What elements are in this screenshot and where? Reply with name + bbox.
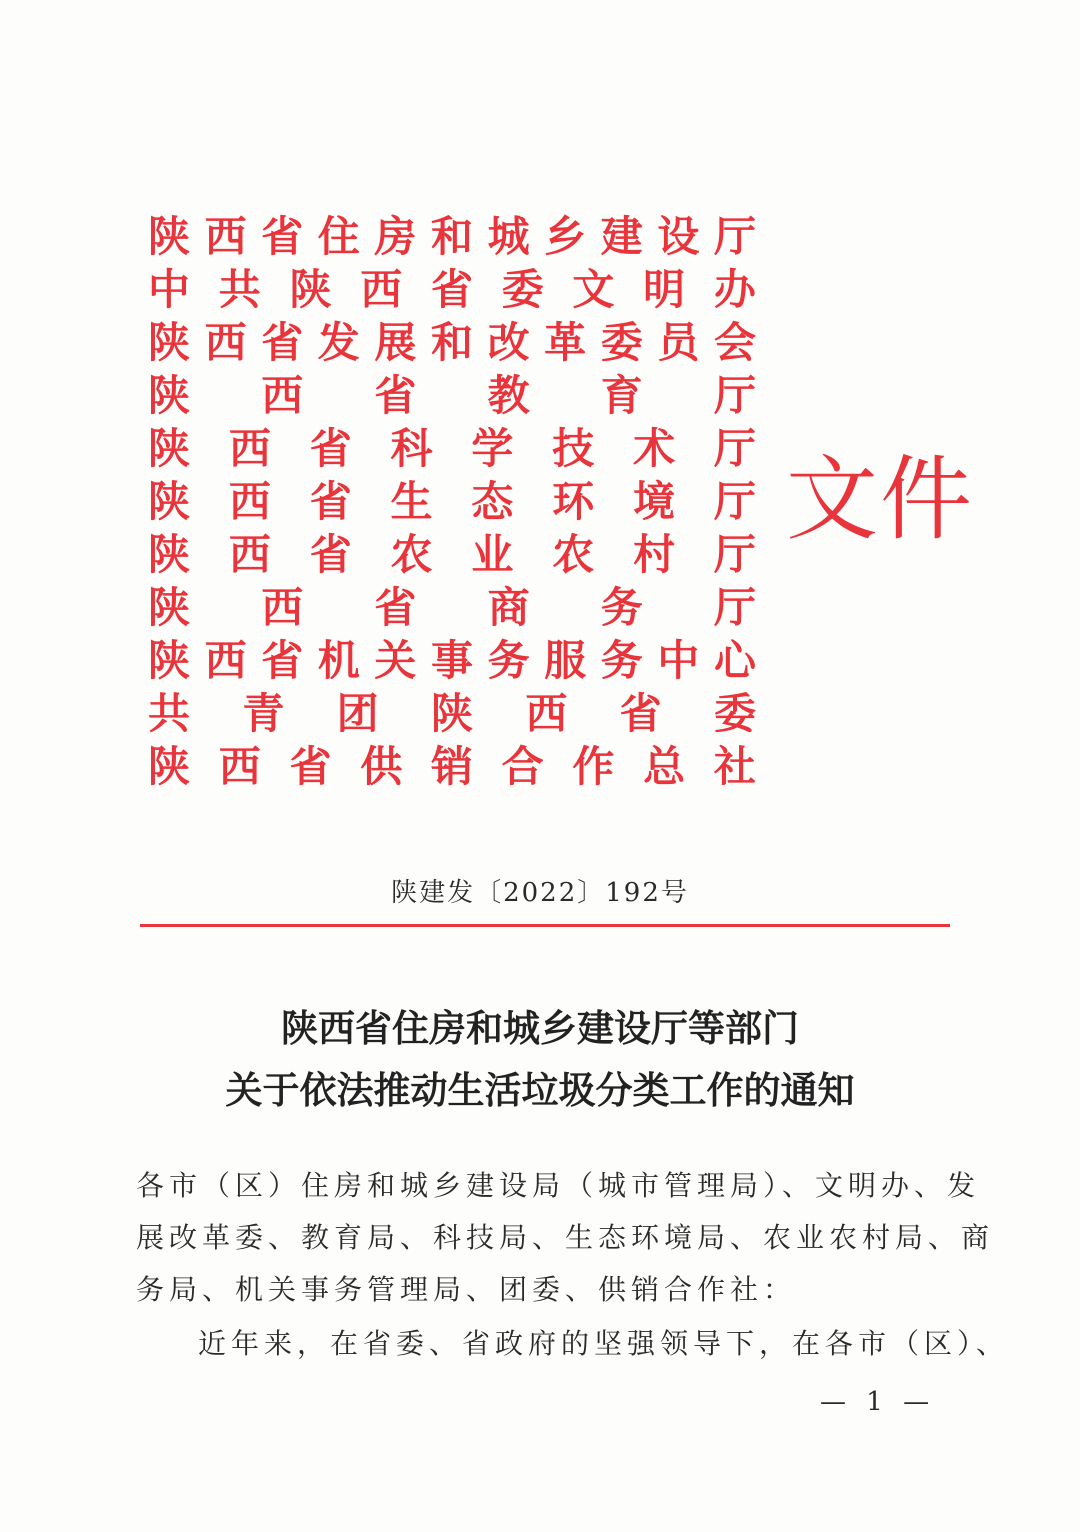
issuer-line [148,687,756,740]
issuer-line [148,475,756,528]
issuer-char: 陕 [148,530,191,579]
issuer-char: 西 [261,371,304,420]
issuer-char: 环 [552,477,595,526]
issuer-char: 革 [544,318,587,367]
issuer-line [148,581,756,634]
issuer-char: 陕 [148,742,191,791]
issuer-char: 西 [204,318,247,367]
issuer-char: 机 [317,636,360,685]
issuer-char: 共 [218,265,261,314]
issuer-line [148,210,756,263]
issuer-char: 陕 [289,265,332,314]
issuer-char: 科 [390,424,433,473]
issuer-char: 心 [713,636,756,685]
issuer-line [148,528,756,581]
page-number: — 1 — [820,1387,936,1417]
issuer-char: 西 [360,265,403,314]
issuer-char: 委 [501,265,544,314]
issuer-char: 省 [374,371,417,420]
issuer-char: 西 [228,424,271,473]
issuer-char: 省 [309,530,352,579]
issuer-char: 技 [552,424,595,473]
issuer-char: 育 [600,371,643,420]
issuer-char: 住 [317,212,360,261]
issuer-char: 陕 [148,371,191,420]
issuer-char: 供 [360,742,403,791]
issuer-char: 团 [336,689,379,738]
issuer-char: 展 [374,318,417,367]
issuer-char: 西 [204,212,247,261]
issuer-char: 态 [471,477,514,526]
issuer-line [148,316,756,369]
issuer-char: 会 [713,318,756,367]
issuer-char: 发 [317,318,360,367]
issuer-char: 境 [633,477,676,526]
issuer-char: 务 [600,636,643,685]
issuer-list [148,210,756,793]
issuer-char: 和 [430,212,473,261]
issuer-char: 陕 [430,689,473,738]
issuer-char: 省 [430,265,473,314]
issuer-char: 西 [261,583,304,632]
issuer-char: 城 [487,212,530,261]
issuer-char: 业 [471,530,514,579]
issuer-char: 厅 [713,477,756,526]
issuer-char: 生 [390,477,433,526]
issuer-char: 农 [390,530,433,579]
issuer-char: 厅 [713,371,756,420]
issuer-char: 务 [487,636,530,685]
issuer-char: 务 [600,583,643,632]
issuer-char: 商 [487,583,530,632]
issuer-char: 西 [204,636,247,685]
issuer-char: 关 [374,636,417,685]
issuer-char: 村 [633,530,676,579]
issuer-char: 委 [713,689,756,738]
body-text-line: 近年来，在省委、省政府的坚强领导下，在各市（区）、 [198,1327,1010,1360]
issuer-line [148,422,756,475]
issuer-char: 省 [374,583,417,632]
body-text-line: 务局、机关事务管理局、团委、供销合作社： [136,1273,797,1306]
issuer-char: 省 [261,318,304,367]
issuer-line [148,369,756,422]
issuer-char: 作 [572,742,615,791]
issuer-char: 明 [643,265,686,314]
issuer-char: 厅 [713,212,756,261]
issuer-char: 中 [657,636,700,685]
issuer-char: 陕 [148,424,191,473]
issuer-char: 西 [525,689,568,738]
issuer-char: 农 [552,530,595,579]
issuer-char: 房 [374,212,417,261]
issuer-char: 教 [487,371,530,420]
issuer-char: 陕 [148,212,191,261]
issuer-char: 省 [309,424,352,473]
document-type-word: 文件 [786,446,975,553]
issuer-char: 陕 [148,583,191,632]
issuer-char: 陕 [148,318,191,367]
issuer-char: 省 [309,477,352,526]
document-title-line-2: 关于依法推动生活垃圾分类工作的通知 [225,1069,855,1112]
issuer-char: 陕 [148,477,191,526]
issuer-char: 设 [657,212,700,261]
issuer-char: 省 [261,212,304,261]
issuer-line [148,740,756,793]
issuer-char: 陕 [148,636,191,685]
issuer-char: 改 [487,318,530,367]
issuer-char: 西 [218,742,261,791]
document-number: 陕建发〔2022〕192号 [391,878,689,908]
issuer-char: 术 [633,424,676,473]
issuer-char: 省 [619,689,662,738]
issuer-char: 厅 [713,530,756,579]
issuer-char: 青 [242,689,285,738]
issuer-char: 员 [657,318,700,367]
issuer-char: 省 [289,742,332,791]
issuer-char: 西 [228,477,271,526]
issuer-char: 社 [713,742,756,791]
issuer-char: 和 [430,318,473,367]
issuer-char: 厅 [713,583,756,632]
issuer-char: 委 [600,318,643,367]
issuer-char: 服 [544,636,587,685]
issuer-char: 销 [430,742,473,791]
document-title-line-1: 陕西省住房和城乡建设厅等部门 [281,1007,799,1050]
issuer-char: 共 [148,689,191,738]
issuer-char: 办 [713,265,756,314]
issuer-char: 省 [261,636,304,685]
issuer-char: 总 [643,742,686,791]
issuer-char: 中 [148,265,191,314]
body-text-line: 展改革委、教育局、科技局、生态环境局、农业农村局、商 [136,1221,995,1254]
issuer-char: 合 [501,742,544,791]
issuer-char: 建 [600,212,643,261]
issuer-char: 乡 [544,212,587,261]
issuer-char: 学 [471,424,514,473]
issuer-line [148,634,756,687]
body-text-line: 各市（区）住房和城乡建设局（城市管理局）、文明办、发 [136,1169,981,1202]
red-separator-line [140,924,950,927]
issuer-char: 西 [228,530,271,579]
issuer-line [148,263,756,316]
issuer-char: 文 [572,265,615,314]
issuer-char: 厅 [713,424,756,473]
issuer-char: 事 [430,636,473,685]
